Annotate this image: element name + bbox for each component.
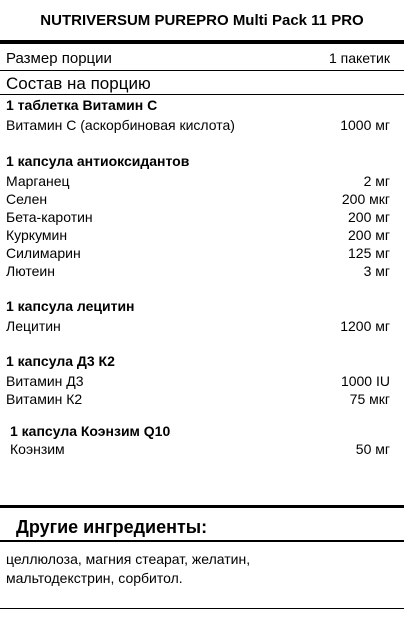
group-heading-lecithin: 1 капсула лецитин (6, 298, 135, 314)
ingredient-name: Витамин С (аскорбиновая кислота) (6, 117, 235, 133)
ingredient-value: 3 мг (363, 263, 390, 279)
ingredient-name: Марганец (6, 173, 70, 189)
other-ingredients-line: целлюлоза, магния стеарат, желатин, (6, 551, 251, 567)
serving-size-value: 1 пакетик (328, 50, 390, 66)
ingredient-name: Силимарин (6, 245, 81, 261)
divider-thin (0, 70, 404, 71)
ingredient-name: Лецитин (6, 318, 61, 334)
ingredient-name: Витамин К2 (6, 391, 83, 407)
ingredient-name: Селен (6, 191, 48, 207)
other-ingredients-title: Другие ингредиенты: (16, 517, 208, 537)
ingredient-value: 200 мкг (341, 191, 390, 207)
ingredient-value: 1000 мг (340, 117, 390, 133)
group-heading-antioxidants: 1 капсула антиоксидантов (6, 153, 190, 169)
serving-size-label: Размер порции (6, 50, 112, 67)
divider-thick (0, 505, 404, 508)
divider-thin (0, 540, 404, 542)
product-title: NUTRIVERSUM PUREPRO Multi Pack 11 PRO (40, 12, 364, 29)
ingredient-name: Лютеин (6, 263, 55, 279)
per-serving-heading: Состав на порцию (6, 74, 151, 93)
group-heading-d3-k2: 1 капсула Д3 К2 (6, 353, 115, 369)
ingredient-value: 50 мг (355, 441, 390, 457)
ingredient-value: 75 мкг (349, 391, 390, 407)
ingredient-value: 1000 IU (340, 373, 390, 389)
ingredient-name: Куркумин (6, 227, 68, 243)
ingredient-value: 1200 мг (340, 318, 390, 334)
group-heading-vitamin-c: 1 таблетка Витамин С (6, 97, 158, 113)
ingredient-value: 200 мг (348, 209, 390, 225)
other-ingredients-line: мальтодекстрин, сорбитол. (6, 570, 183, 586)
ingredient-value: 125 мг (348, 245, 390, 261)
ingredient-value: 2 мг (363, 173, 390, 189)
group-heading-coenzyme-q10: 1 капсула Коэнзим Q10 (10, 423, 171, 439)
ingredient-name: Коэнзим (10, 441, 65, 457)
ingredient-name: Витамин Д3 (6, 373, 84, 389)
divider-thin (0, 94, 404, 95)
divider-thin (0, 608, 404, 609)
ingredient-name: Бета-каротин (6, 209, 93, 225)
divider-thick (0, 40, 404, 44)
ingredient-value: 200 мг (348, 227, 390, 243)
